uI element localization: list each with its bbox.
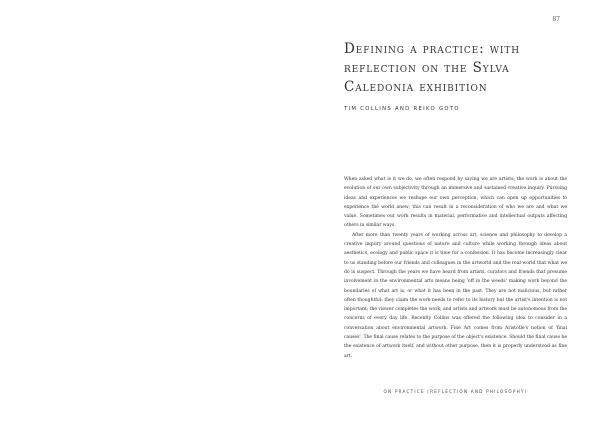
page-number: 87 bbox=[552, 16, 560, 23]
body-paragraph-2: After more than twenty years of working across art, science and philosophy to develop a creative inquiry around questions of nature and culture while working through ideas about aesthetics, ecology and public space it is time for a confession. It has become increasingly clear to us standing before our friends and colleagues in the artworld and the real-world that what we do is suspect. Through the years we have heard from artists, curators and friends that presume involvement in the environmental arts means being 'off in the weeds' making work beyond the boundaries of what art is, or what it has been in the past. They are not malicious, but rather often thoughtful: they claim the work needs to refer to its history but the artist's intention is not important; the viewer completes the work; and artists and artwork must be autonomous from the concerns of every day life. Recently Collins was offered the following idea to consider in a conversation about environmental artwork. Fine Art comes from Aristotle's notion of 'final causes'. The final cause relates to the purpose of the object's existence. Should the final cause be the existence of artwork itself, and without other purpose, then it is properly understood as fine art. bbox=[344, 232, 567, 359]
chapter-authors: TIM COLLINS AND REIKO GOTO bbox=[344, 106, 460, 112]
chapter-title: Defining a practice: with reflection on the Sylva Caledonia exhibition bbox=[344, 41, 520, 95]
running-footer: ON PRACTICE (REFLECTION AND PHILOSOPHY) bbox=[383, 389, 528, 394]
chapter-body bbox=[344, 175, 567, 395]
body-paragraph-1: When asked what is it we do, we often respond by saying we are artists; the work is about the evolution of our own subjectivity through an immersive and sustained creative inquiry. Pursuing ideas and experiences we reshape our own perception, which can open up opportunities to experience the world anew; this can result in a reconsideration of who we are and what we value. Sometimes our work results in material, performative and intellectual outputs affecting others in similar ways. bbox=[344, 177, 567, 229]
